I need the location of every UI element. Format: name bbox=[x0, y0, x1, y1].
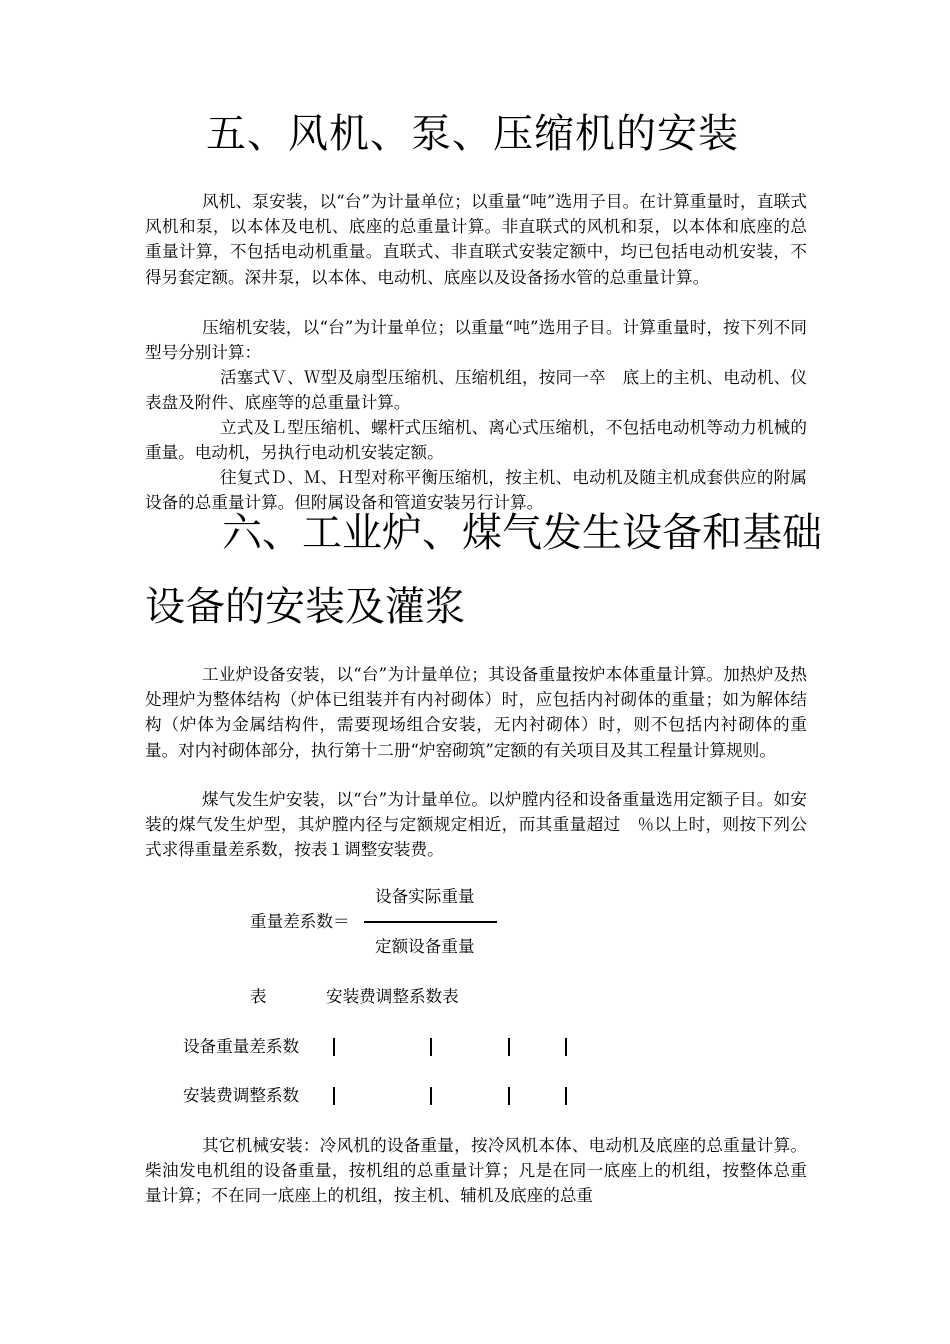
section-5-title: 五、风机、泵、压缩机的安装 bbox=[206, 111, 739, 157]
paragraph-reciprocating-compressor: 往复式Ｄ、Ｍ、Ｈ型对称平衡压缩机，按主机、电动机及随主机成套供应的附属设备的总重量计算。但附属设备和管道安装另行计算。 bbox=[145, 468, 807, 513]
formula-numerator: 设备实际重量 bbox=[375, 887, 475, 906]
table-cell-divider bbox=[430, 1038, 432, 1056]
paragraph-fan-pump-installation: 风机、泵安装，以“台”为计量单位；以重量“吨”选用子目。在计算重量时，直联式风机和泵，以本体及电机、底座的总重量计算。非直联式的风机和泵，以本体和底座的总重量计算，不包括电动机重量。直联式、非直联式安装定额中，均已包括电动机安装，不得另套定额。深井泵，以本体、电动机、底座以及设备扬水管的总重量计算。 bbox=[145, 192, 807, 287]
paragraph-compressor-installation: 压缩机安装，以“台”为计量单位；以重量“吨”选用子目。计算重量时，按下列不同型号分别计算： bbox=[145, 318, 807, 363]
paragraph-vertical-compressor: 立式及Ｌ型压缩机、螺杆式压缩机、离心式压缩机，不包括电动机等动力机械的重量。电动机，另执行电动机安装定额。 bbox=[145, 418, 807, 463]
table-cell-divider bbox=[430, 1087, 432, 1105]
paragraph-gas-generator: 煤气发生炉安装，以“台”为计量单位。以炉膛内径和设备重量选用定额子目。如安装的煤气发生炉型，其炉膛内径与定额规定相近，而其重量超过 ％以上时，则按下列公式求得重量差系数，按表１调整安装费。 bbox=[145, 790, 807, 860]
table-caption: 安装费调整系数表 bbox=[326, 987, 459, 1006]
table-cell-divider bbox=[508, 1038, 510, 1056]
section-6-title-line-1: 六、工业炉、煤气发生设备和基础 bbox=[222, 510, 822, 556]
table-row-label-weight-coefficient: 设备重量差系数 bbox=[183, 1037, 300, 1056]
table-cell-divider bbox=[565, 1087, 567, 1105]
section-6-title-line-2: 设备的安装及灌浆 bbox=[145, 584, 465, 630]
paragraph-piston-compressor: 活塞式Ｖ、Ｗ型及扇型压缩机、压缩机组，按同一卒 底上的主机、电动机、仪表盘及附件、底座等的总重量计算。 bbox=[145, 368, 807, 413]
table-row-label-adjustment-coefficient: 安装费调整系数 bbox=[183, 1086, 300, 1105]
fraction-bar bbox=[364, 921, 497, 923]
table-cell-divider bbox=[333, 1038, 335, 1056]
formula-lhs: 重量差系数＝ bbox=[250, 912, 350, 931]
table-cell-divider bbox=[333, 1087, 335, 1105]
table-cell-divider bbox=[565, 1038, 567, 1056]
paragraph-industrial-furnace: 工业炉设备安装，以“台”为计量单位；其设备重量按炉本体重量计算。加热炉及热处理炉为整体结构（炉体已组装并有内衬砌体）时，应包括内衬砌体的重量；如为解体结构（炉体为金属结构件，需要现场组合安装，无内衬砌体）时，则不包括内衬砌体的重量。对内衬砌体部分，执行第十二册“炉窑砌筑”定额的有关项目及其工程量计算规则。 bbox=[145, 665, 807, 760]
table-cell-divider bbox=[508, 1087, 510, 1105]
formula-denominator: 定额设备重量 bbox=[375, 937, 475, 956]
table-label: 表 bbox=[250, 987, 267, 1006]
paragraph-other-machinery: 其它机械安装：冷风机的设备重量，按冷风机本体、电动机及底座的总重量计算。柴油发电机组的设备重量，按机组的总重量计算；凡是在同一底座上的机组，按整体总重量计算；不在同一底座上的机组，按主机、辅机及底座的总重 bbox=[145, 1136, 807, 1206]
